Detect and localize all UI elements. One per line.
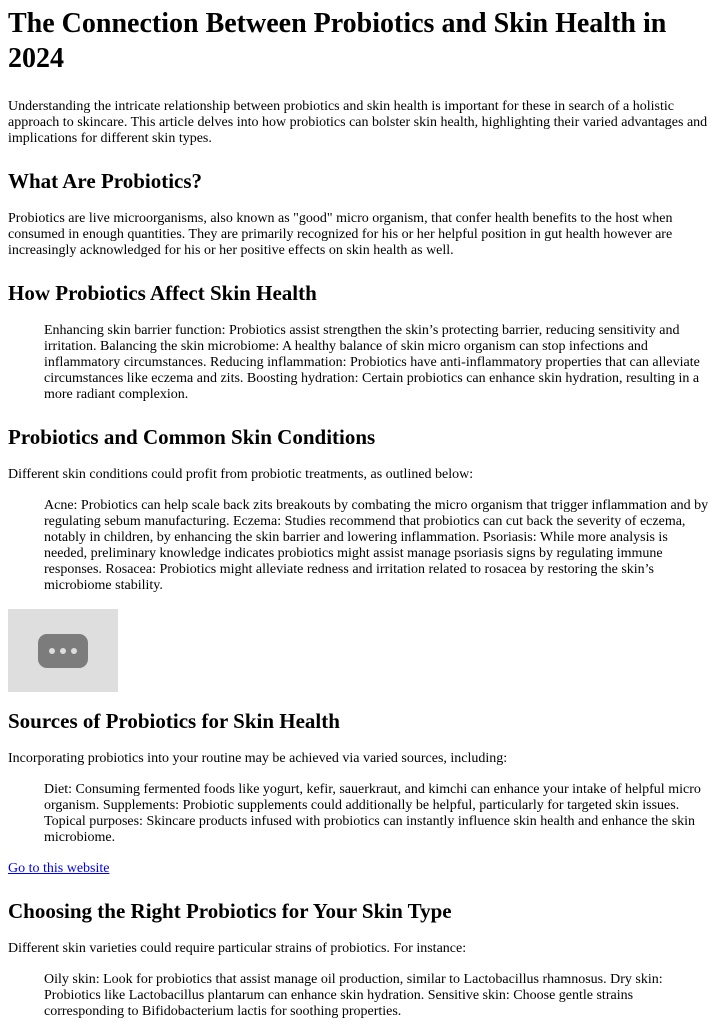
choosing-paragraph: Different skin varieties could require particular strains of probiotics. For instance:: [8, 941, 467, 956]
affect-blockquote: Enhancing skin barrier function: Probiotics assist strengthen the skin’s protecting barrier, reducing sensitivity and irritation. Balancing the skin microbiome: A healthy balance of skin micro organism can stop infections and inflammatory circumstances. Reducing inflammation: Probiotics have anti-inflammatory properties that can alleviate circumstances like eczema and zits. Boosting hydration: Certain probiotics can enhance skin hydration, resulting in a more radiant complexion.: [44, 323, 700, 402]
image-placeholder[interactable]: [8, 609, 118, 692]
heading-what-are-probiotics: What Are Probiotics?: [8, 169, 203, 193]
sources-paragraph: Incorporating probiotics into your routine may be achieved via varied sources, including:: [8, 751, 508, 766]
dot-icon: [49, 648, 55, 654]
dot-icon: [71, 648, 77, 654]
sources-blockquote: Diet: Consuming fermented foods like yogurt, kefir, sauerkraut, and kimchi can enhance your intake of helpful micro organism. Supplements: Probiotic supplements could additionally be helpful, particularly for targeted skin issues. Topical purposes: Skincare products infused with probiotics can instantly influence skin health and enhance the skin microbiome.: [44, 782, 701, 845]
conditions-blockquote: Acne: Probiotics can help scale back zits breakouts by combating the micro organism that trigger inflammation and by regulating sebum manufacturing. Eczema: Studies recommend that probiotics can cut back the severity of eczema, notably in children, by enhancing the skin barrier and lowering inflammation. Psoriasis: While more analysis is needed, preliminary knowledge indicates probiotics might assist manage psoriasis signs by regulating immune responses. Rosacea: Probiotics might alleviate redness and irritation related to rosacea by restoring the skin’s microbiome stability.: [44, 498, 709, 593]
website-link[interactable]: Go to this website: [8, 861, 110, 876]
heading-choosing: Choosing the Right Probiotics for Your Skin Type: [8, 899, 452, 923]
conditions-paragraph: Different skin conditions could profit from probiotic treatments, as outlined below:: [8, 467, 474, 482]
heading-how-probiotics-affect: How Probiotics Affect Skin Health: [8, 281, 317, 305]
chat-bubble-icon: [38, 634, 88, 668]
intro-paragraph: Understanding the intricate relationship between probiotics and skin health is important for these in search of a holistic approach to skincare. This article delves into how probiotics can bolster skin health, highlighting their varied advantages and implications for different skin types.: [8, 99, 708, 146]
article: [0, 6, 720, 1020]
page-title: The Connection Between Probiotics and Skin Health in 2024: [8, 8, 667, 74]
what-paragraph: Probiotics are live microorganisms, also known as "good" micro organism, that confer health benefits to the host when consumed in enough quantities. They are primarily recognized for his or her helpful position in gut health however are increasingly acknowledged for his or her positive effects on skin health as well.: [8, 211, 673, 258]
choosing-blockquote: Oily skin: Look for probiotics that assist manage oil production, similar to Lactobacillus rhamnosus. Dry skin: Probiotics like Lactobacillus plantarum can enhance skin hydration. Sensitive skin: Choose gentle strains corresponding to Bifidobacterium lactis for soothing properties.: [44, 972, 663, 1019]
dot-icon: [60, 648, 66, 654]
heading-skin-conditions: Probiotics and Common Skin Conditions: [8, 425, 376, 449]
heading-sources: Sources of Probiotics for Skin Health: [8, 709, 340, 733]
